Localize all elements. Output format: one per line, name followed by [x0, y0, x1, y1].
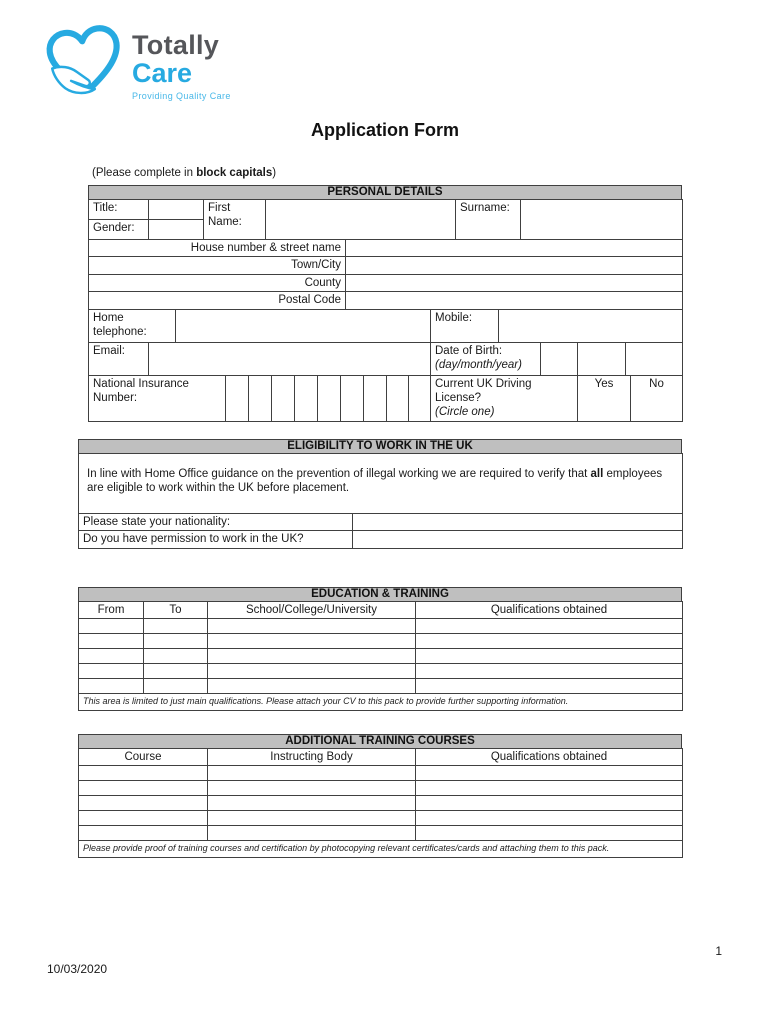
education-cell[interactable]: [416, 679, 683, 694]
gender-input[interactable]: [149, 220, 204, 240]
training-col-body: Instructing Body: [208, 749, 416, 766]
personal-phone-table: [88, 309, 683, 343]
instruction-bold: block capitals: [196, 167, 273, 179]
ni-box-9[interactable]: [409, 375, 431, 421]
county-label: County: [89, 274, 346, 291]
street-label: House number & street name: [89, 240, 346, 257]
eligibility-statement-bold: all: [590, 468, 604, 480]
ni-number-label: National Insurance Number:: [89, 375, 226, 421]
gender-label: Gender:: [89, 220, 149, 240]
ni-box-8[interactable]: [387, 375, 409, 421]
dob-label: [431, 342, 541, 375]
training-cell[interactable]: [416, 796, 683, 811]
ni-box-2[interactable]: [249, 375, 272, 421]
education-col-from: From: [79, 602, 144, 619]
postal-code-label: Postal Code: [89, 292, 346, 309]
education-cell[interactable]: [144, 664, 208, 679]
email-input[interactable]: [149, 342, 431, 375]
education-section: [78, 587, 682, 711]
first-name-label: First Name:: [204, 200, 266, 240]
eligibility-statement-post: employees are eligible to work within the UK before placement.: [87, 468, 663, 495]
education-note: This area is limited to just main qualifications. Please attach your CV to this pack to provide further supporting information.: [79, 694, 683, 710]
dob-hint: (day/month/year): [435, 358, 522, 371]
education-cell[interactable]: [79, 649, 144, 664]
education-col-to: To: [144, 602, 208, 619]
education-cell[interactable]: [208, 679, 416, 694]
personal-ni-license-table: [88, 375, 683, 422]
training-cell[interactable]: [208, 766, 416, 781]
education-cell[interactable]: [79, 664, 144, 679]
footer-date: 10/03/2020: [47, 962, 108, 976]
training-cell[interactable]: [79, 796, 208, 811]
ni-box-5[interactable]: [318, 375, 341, 421]
email-label: Email:: [89, 342, 149, 375]
dob-month-input[interactable]: [578, 342, 626, 375]
education-cell[interactable]: [144, 634, 208, 649]
training-cell[interactable]: [79, 766, 208, 781]
mobile-label: Mobile:: [431, 309, 499, 342]
education-cell[interactable]: [208, 664, 416, 679]
education-cell[interactable]: [208, 634, 416, 649]
eligibility-header: ELIGIBILITY TO WORK IN THE UK: [78, 439, 682, 454]
page-number: 1: [715, 944, 722, 958]
education-table: [78, 601, 683, 711]
education-cell[interactable]: [416, 649, 683, 664]
title-label: Title:: [89, 200, 149, 220]
instruction-post: ): [272, 167, 277, 179]
town-input[interactable]: [346, 257, 683, 274]
personal-email-dob-table: [88, 342, 683, 376]
dob-day-input[interactable]: [541, 342, 578, 375]
street-input[interactable]: [346, 240, 683, 257]
county-input[interactable]: [346, 274, 683, 291]
dob-label-text: Date of Birth:: [435, 344, 503, 357]
training-cell[interactable]: [416, 811, 683, 826]
eligibility-statement: [79, 454, 683, 514]
license-yes-option[interactable]: Yes: [578, 375, 631, 421]
work-permission-label: Do you have permission to work in the UK?: [79, 531, 353, 548]
training-table: [78, 748, 683, 858]
personal-details-header: PERSONAL DETAILS: [88, 185, 682, 200]
postal-code-input[interactable]: [346, 292, 683, 309]
training-cell[interactable]: [79, 781, 208, 796]
page-title: Application Form: [311, 120, 459, 140]
training-cell[interactable]: [208, 811, 416, 826]
work-permission-input[interactable]: [353, 531, 683, 548]
education-cell[interactable]: [144, 619, 208, 634]
surname-label: Surname:: [456, 200, 521, 240]
ni-box-3[interactable]: [272, 375, 295, 421]
education-cell[interactable]: [416, 634, 683, 649]
training-cell[interactable]: [79, 811, 208, 826]
logo: [44, 24, 231, 101]
education-cell[interactable]: [144, 649, 208, 664]
brand-totally: Totally: [132, 30, 220, 60]
instruction-line: [92, 167, 276, 179]
dob-year-input[interactable]: [626, 342, 683, 375]
training-cell[interactable]: [208, 781, 416, 796]
nationality-label: Please state your nationality:: [79, 514, 353, 531]
instruction-pre: (Please complete in: [92, 167, 197, 179]
education-cell[interactable]: [416, 619, 683, 634]
ni-box-4[interactable]: [295, 375, 318, 421]
ni-box-1[interactable]: [226, 375, 249, 421]
town-label: Town/City: [89, 257, 346, 274]
training-header: ADDITIONAL TRAINING COURSES: [78, 734, 682, 749]
mobile-input[interactable]: [499, 309, 683, 342]
training-col-course: Course: [79, 749, 208, 766]
license-no-option[interactable]: No: [631, 375, 683, 421]
eligibility-statement-pre: In line with Home Office guidance on the prevention of illegal working we are required to verify that: [87, 468, 591, 480]
education-cell[interactable]: [208, 649, 416, 664]
training-cell[interactable]: [208, 796, 416, 811]
personal-details-section: [88, 185, 682, 422]
brand-care: Care: [132, 57, 193, 88]
circle-one-hint: (Circle one): [435, 406, 495, 419]
ni-box-6[interactable]: [341, 375, 364, 421]
education-cell[interactable]: [208, 619, 416, 634]
home-telephone-input[interactable]: [176, 309, 431, 342]
personal-name-table: [88, 199, 683, 240]
driving-license-text: Current UK Driving License?: [435, 377, 532, 404]
education-col-school: School/College/University: [208, 602, 416, 619]
heart-hand-icon: [44, 24, 126, 100]
personal-address-table: [88, 239, 683, 310]
training-col-qualifications: Qualifications obtained: [416, 749, 683, 766]
education-header: EDUCATION & TRAINING: [78, 587, 682, 602]
first-name-input[interactable]: [266, 200, 456, 240]
training-cell[interactable]: [208, 826, 416, 841]
training-cell[interactable]: [416, 766, 683, 781]
nationality-input[interactable]: [353, 514, 683, 531]
title-input[interactable]: [149, 200, 204, 220]
logo-text: [132, 24, 231, 101]
education-cell[interactable]: [144, 679, 208, 694]
eligibility-table: [78, 453, 683, 549]
eligibility-section: [78, 439, 682, 549]
logo-tagline: Providing Quality Care: [132, 91, 231, 102]
education-cell[interactable]: [79, 679, 144, 694]
surname-input[interactable]: [521, 200, 683, 240]
training-section: [78, 734, 682, 858]
training-cell[interactable]: [79, 826, 208, 841]
education-cell[interactable]: [79, 619, 144, 634]
education-col-qualifications: Qualifications obtained: [416, 602, 683, 619]
education-cell[interactable]: [416, 664, 683, 679]
training-cell[interactable]: [416, 781, 683, 796]
training-note: Please provide proof of training courses and certification by photocopying relevant certificates/cards and attaching them to this pack.: [79, 841, 683, 857]
ni-box-7[interactable]: [364, 375, 387, 421]
home-telephone-label: Home telephone:: [89, 309, 176, 342]
education-cell[interactable]: [79, 634, 144, 649]
driving-license-label: [431, 375, 578, 421]
training-cell[interactable]: [416, 826, 683, 841]
